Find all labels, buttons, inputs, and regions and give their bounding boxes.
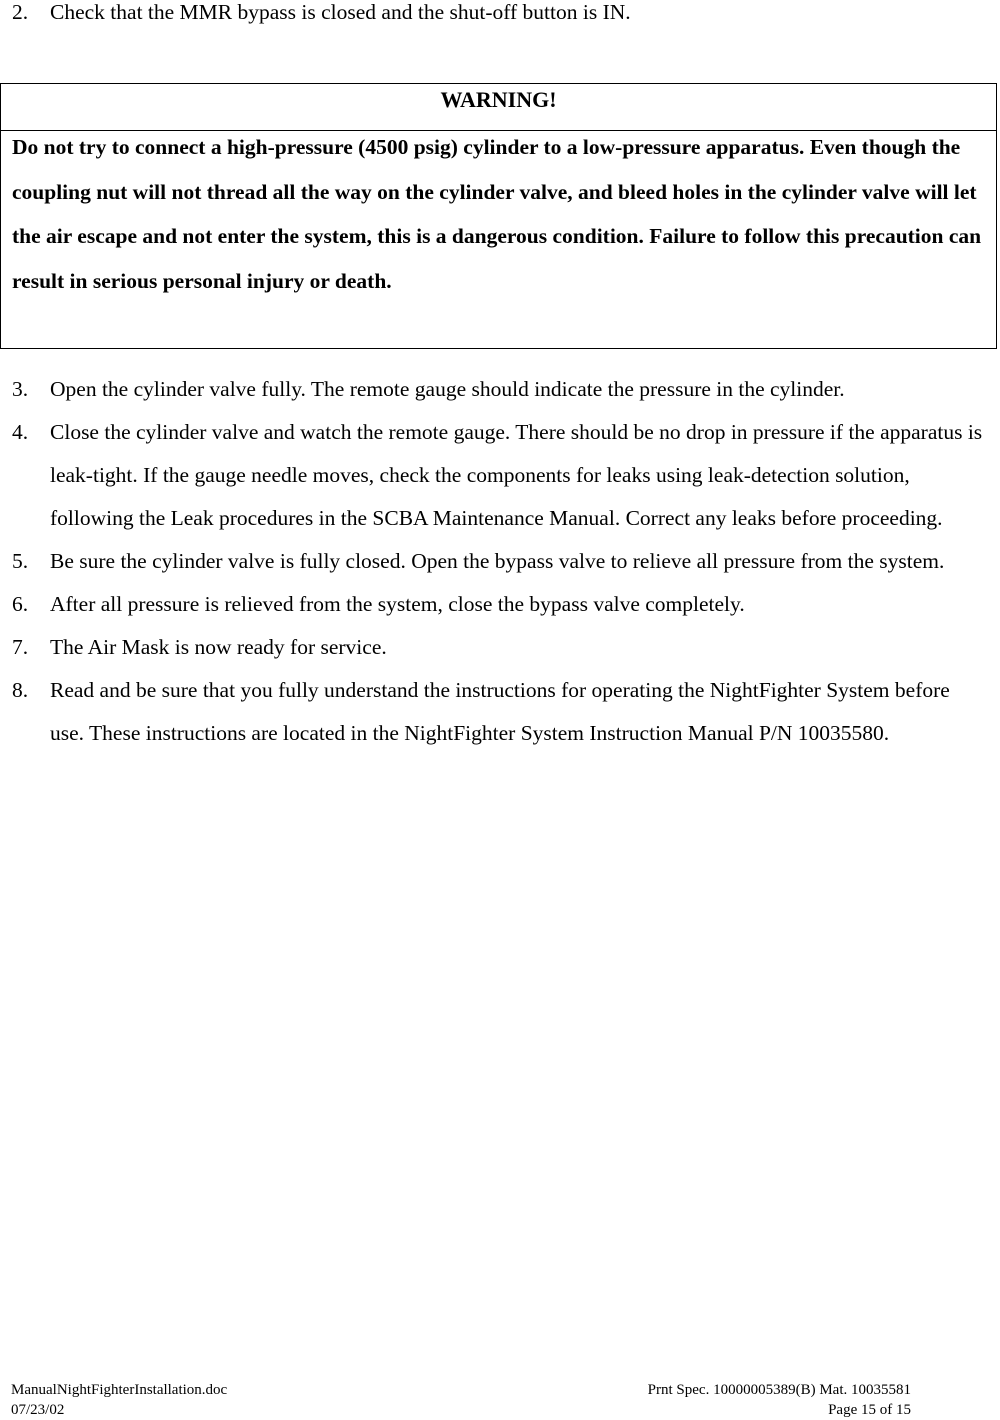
page-footer <box>11 1380 911 1420</box>
footer-spec: Prnt Spec. 10000005389(B) Mat. 10035581 <box>647 1382 911 1398</box>
step-text: After all pressure is relieved from the system, close the bypass valve completely. <box>50 592 745 616</box>
step-5 <box>12 540 987 583</box>
step-number: 8. <box>12 678 29 702</box>
step-number: 3. <box>12 377 29 401</box>
step-2 <box>12 0 987 34</box>
step-7 <box>12 626 987 669</box>
step-number: 6. <box>12 592 29 616</box>
warning-box <box>0 83 997 349</box>
warning-title: WARNING! <box>1 84 996 131</box>
footer-date: 07/23/02 <box>11 1402 65 1418</box>
warning-body: Do not try to connect a high-pressure (4500 psig) cylinder to a low-pressure apparatus. Even though the coupling nut will not thread all the way on the cylinder valve, and bleed holes in the cylinder valve will let the air escape and not enter the system, this is a dangerous condition. Failure to follow this precaution can result in serious personal injury or death. <box>12 135 982 293</box>
step-number: 5. <box>12 549 29 573</box>
footer-page-number: Page 15 of 15 <box>828 1402 911 1418</box>
steps-list <box>12 368 987 755</box>
step-number: 7. <box>12 635 29 659</box>
step-text: Close the cylinder valve and watch the remote gauge. There should be no drop in pressure if the apparatus is leak-tight. If the gauge needle moves, check the components for leaks using leak-detection solution, following the Leak procedures in the SCBA Maintenance Manual. Correct any leaks before proceeding. <box>50 420 983 530</box>
step-6 <box>12 583 987 626</box>
step-text: Check that the MMR bypass is closed and the shut-off button is IN. <box>50 0 631 24</box>
step-8 <box>12 669 987 755</box>
footer-filename: ManualNightFighterInstallation.doc <box>11 1382 228 1398</box>
step-text: Read and be sure that you fully understand the instructions for operating the NightFighter System before use. These instructions are located in the NightFighter System Instruction Manual P/N 10035580. <box>50 678 950 745</box>
step-text: Be sure the cylinder valve is fully closed. Open the bypass valve to relieve all pressure from the system. <box>50 549 945 573</box>
step-number: 2. <box>12 0 29 24</box>
step-text: The Air Mask is now ready for service. <box>50 635 387 659</box>
step-number: 4. <box>12 420 29 444</box>
step-3 <box>12 368 987 411</box>
step-text: Open the cylinder valve fully. The remote gauge should indicate the pressure in the cylinder. <box>50 377 845 401</box>
step-4 <box>12 411 987 540</box>
